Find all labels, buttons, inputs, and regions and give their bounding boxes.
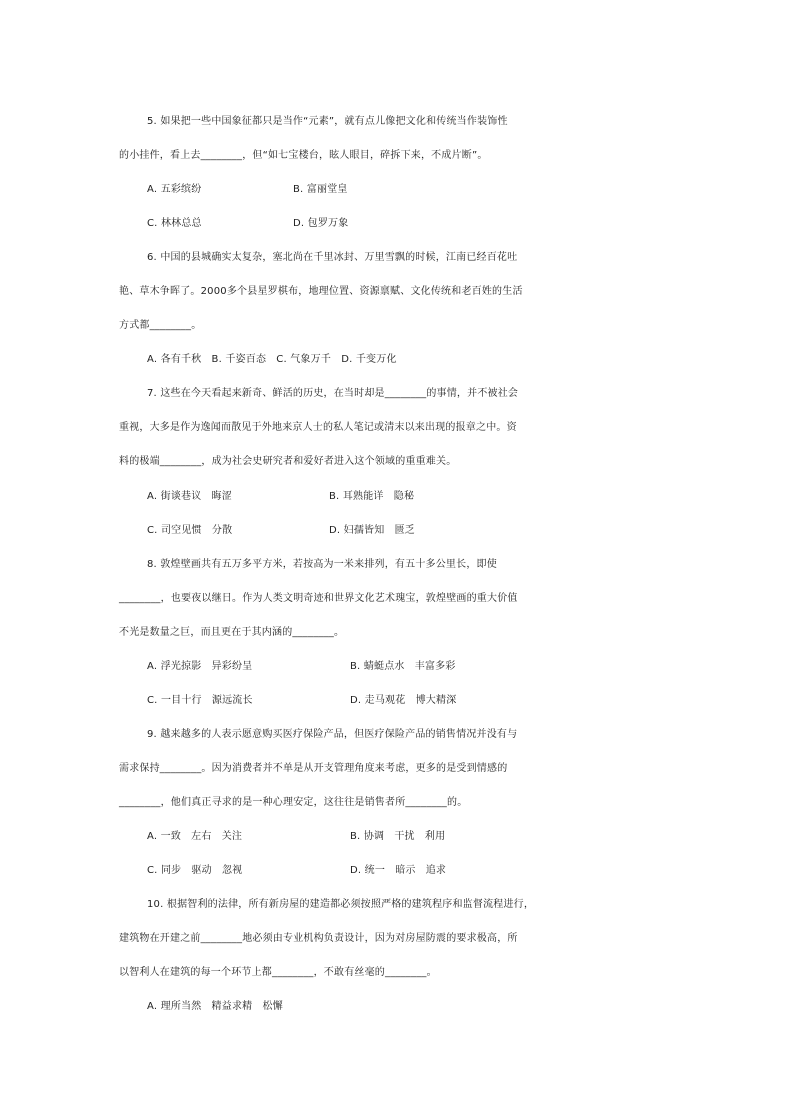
question-7-line-3: 料的极端________，成为社会史研究者和爱好者进入这个领域的重重难关。 [119,456,457,467]
question-6-line-1: 6. 中国的县城确实太复杂，塞北尚在千里冰封、万里雪飘的时候，江南已经百花吐 [147,252,518,263]
question-8-line-3: 不光是数量之巨，而且更在于其内涵的________。 [119,627,345,638]
option-b: B. 蜻蜓点水 丰富多彩 [350,661,456,672]
option-c: C. 同步 驱动 忽视 [147,865,243,876]
option-a: A. 五彩缤纷 [147,184,202,195]
option-a: A. 街谈巷议 晦涩 [147,491,232,502]
question-6-line-2: 艳、草木争晖了。2000多个县星罗棋布，地理位置、资源禀赋、文化传统和老百姓的生活 [119,286,523,297]
question-7-line-2: 重视，大多是作为逸闻而散见于外地来京人士的私人笔记或清末以来出现的报章之中。资 [119,422,517,433]
option-d: D. 走马观花 博大精深 [350,695,457,706]
question-8-line-1: 8. 敦煌壁画共有五万多平方米，若按高为一米来排列，有五十多公里长，即使 [147,559,497,570]
question-7-options-row-2 [147,521,790,541]
option-a: A. 一致 左右 关注 [147,831,243,842]
option-b: B. 富丽堂皇 [293,184,348,195]
question-6-options-row-1: A. 各有千秋 B. 千姿百态 C. 气象万千 D. 千变万化 [147,354,397,365]
question-10-options-row-1: A. 理所当然 精益求精 松懈 [147,1001,283,1012]
question-7-line-1: 7. 这些在今天看起来新奇、鲜活的历史，在当时却是________的事情，并不被社会 [147,388,519,399]
option-d: D. 包罗万象 [293,218,349,229]
question-5-options-row-1 [147,180,790,200]
question-10-line-1: 10. 根据智利的法律，所有新房屋的建造都必须按照严格的建筑程序和监督流程进行， [147,899,535,910]
option-a: A. 浮光掠影 异彩纷呈 [147,661,253,672]
question-9-line-3: ________，他们真正寻求的是一种心理安定，这往往是销售者所________的。 [119,797,468,808]
question-10-line-2: 建筑物在开建之前________地必须由专业机构负责设计，因为对房屋防震的要求极高，所 [119,933,518,944]
option-b: B. 耳熟能详 隐秘 [329,491,415,502]
option-d: D. 妇孺皆知 匮乏 [329,525,415,536]
option-c: C. 林林总总 [147,218,202,229]
question-5-options-row-2 [147,214,790,234]
question-9-line-1: 9. 越来越多的人表示愿意购买医疗保险产品，但医疗保险产品的销售情况并没有与 [147,729,518,740]
question-9-options-row-2 [147,861,790,881]
question-6-line-3: 方式都________。 [119,320,202,331]
question-8-options-row-2 [147,691,790,711]
question-5-line-2: 的小挂件，看上去________，但“如七宝楼台，眩人眼目，碎拆下来，不成片断”。 [119,150,488,161]
question-10-line-3: 以智利人在建筑的每一个环节上都________，不敢有丝毫的________。 [119,967,437,978]
question-9-line-2: 需求保持________。因为消费者并不单是从开支管理角度来考虑，更多的是受到情感的 [119,763,508,774]
option-c: C. 一目十行 源远流长 [147,695,253,706]
question-7-options-row-1 [147,487,790,507]
option-c: C. 司空见惯 分散 [147,525,233,536]
question-9-options-row-1 [147,827,790,847]
question-5-line-1: 5. 如果把一些中国象征都只是当作“元素”，就有点儿像把文化和传统当作装饰性 [147,116,508,127]
option-b: B. 协调 干扰 利用 [350,831,446,842]
option-d: D. 统一 暗示 追求 [350,865,447,876]
question-8-line-2: ________，也要夜以继日。作为人类文明奇迹和世界文化艺术瑰宝，敦煌壁画的重大价值 [119,593,518,604]
question-8-options-row-1 [147,657,790,677]
